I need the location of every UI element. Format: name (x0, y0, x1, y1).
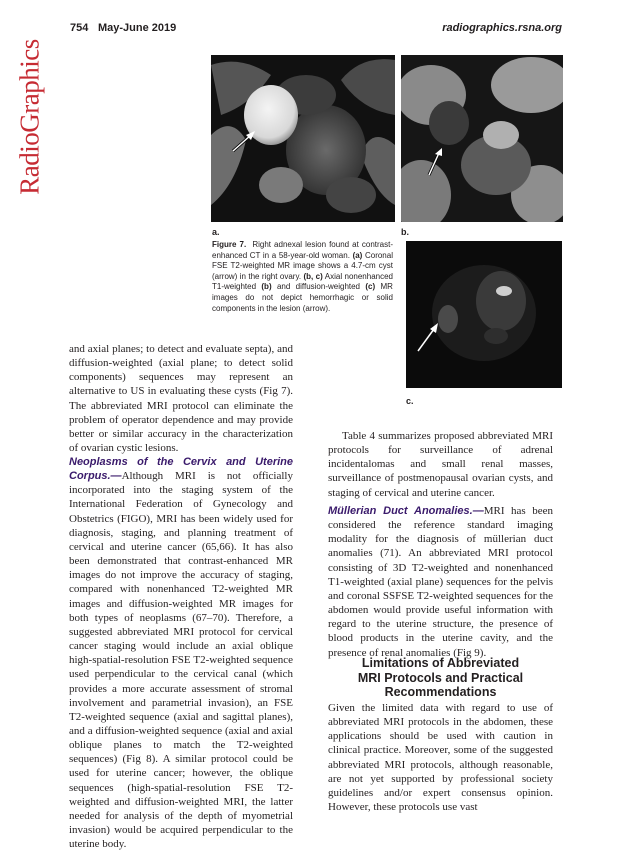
journal-logo (10, 39, 50, 195)
paragraph-mullerian: Müllerian Duct Anomalies.—MRI has been considered the reference standard imaging modality for the diagnosis of müllerian duct anomalies (71). An abbreviated MRI protocol consisting of 3D T2-weighted and nonenhanced T1-weighted (axial plane) sequences for the pelvis and coronal SSFSE T2-weighted sequences for the abdomen would provide useful information with regard to the uterine structure, the presence of blood products in the uterine cavity, and the presence of renal anomalies (Fig 9). (328, 505, 553, 659)
page-number: 754 (70, 22, 89, 34)
right-column-mullerian (328, 504, 553, 660)
run-in-heading-mullerian: Müllerian Duct Anomalies.— (328, 505, 484, 517)
paragraph-table4: Table 4 summarizes proposed abbreviated MRI protocols for surveillance of adrenal incidentalomas and small renal masses, surveillance of postmenopausal ovarian cysts, and staging of cervical and uterine cancer. (328, 430, 553, 499)
caption-label: Figure 7. (212, 240, 247, 249)
running-header (70, 22, 570, 38)
panel-label-b: b. (401, 227, 409, 237)
mri-image-a (211, 55, 395, 222)
mri-image-c (406, 241, 562, 388)
mri-image-b (401, 55, 563, 222)
journal-logo-text: RadioGraphics (14, 39, 45, 195)
paragraph-limitations: Given the limited data with regard to use of abbreviated MRI protocols in the abdomen, these applications should be used with caution in clinical practice. Moreover, some of the suggested abbreviated MRI protocols, although reasonable, are not yet supported by professional society guidelines and/or expert consensus opinion. However, these protocols use vast (328, 702, 553, 814)
mri-axial-t1 (401, 55, 563, 222)
run-in-heading-neoplasms: Neoplasms of the Cervix and Uterine Corpus.— (69, 456, 293, 483)
right-column-limitations (328, 701, 553, 814)
panel-label-c: c. (406, 396, 414, 406)
right-column-table4 (328, 429, 553, 500)
panel-label-a: a. (212, 227, 220, 237)
mri-diffusion (406, 241, 562, 388)
left-column-neoplasms (69, 455, 293, 851)
paragraph-neoplasms: Neoplasms of the Cervix and Uterine Corpus.—Although MRI is not officially incorporated into the staging system of the International Federation of Gynecology and Obstetrics (FIGO), MRI has been widely used for diagnosis, staging, and planning treatment of cervical and uterine cancer (65,66). It has also been demonstrated that contrast-enhanced MR images do not improve the accuracy of staging, compared with nonenhanced T2-weighted MR images and diffusion-weighted MR images for both types of neoplasms (67–70). Therefore, a suggested abbreviated MRI protocol for cervical cancer staging would include an axial oblique high-spatial-resolution FSE T2-weighted sequence used perpendicular to the cervical canal (which provides a more accurate assessment of stromal involvement and parametrial invasion), an FSE T2-weighted sequence (axial and sagittal planes), and a diffusion-weighted sequence (axial and axial oblique planes to match the T2-weighted sequences) (Fig 8). A similar protocol could be used for uterine cancer; however, the oblique sequences (high-spatial-resolution FSE T2-weighted and diffusion-weighted MRI, the latter needed for analysis of the depth of myometrial invasion) would be acquired perpendicular to the uterine body. (69, 456, 293, 851)
mri-coronal-t2 (211, 55, 395, 222)
left-column-intro (69, 342, 293, 455)
issue-date: May-June 2019 (98, 22, 177, 34)
figure-caption: Figure 7. Right adnexal lesion found at contrast-enhanced CT in a 58-year-old woman. (a) Coronal FSE T2-weighted MR image shows a 4.7-cm cyst (arrow) in the right ovary. (b, c) Axial nonenhanced T1-weighted (b) and diffusion-weighted (c) MR images do not depict hemorrhagic or solid components in the lesion (arrow). (212, 240, 394, 313)
section-heading-limitations: Limitations of Abbreviated MRI Protocols and Practical Recommendations (357, 656, 524, 699)
journal-url: radiographics.rsna.org (442, 22, 562, 34)
paragraph-ovarian-cysts: and axial planes; to detect and evaluate septa), and diffusion-weighted (axial plane; to detect solid components) sequences may represent an alternative to US in evaluating these cysts (Fig 7). The abbreviated MRI protocol can eliminate the problem of operator dependence and may provide better or similar accuracy in the characterization of ovarian cystic lesions. (69, 343, 293, 455)
